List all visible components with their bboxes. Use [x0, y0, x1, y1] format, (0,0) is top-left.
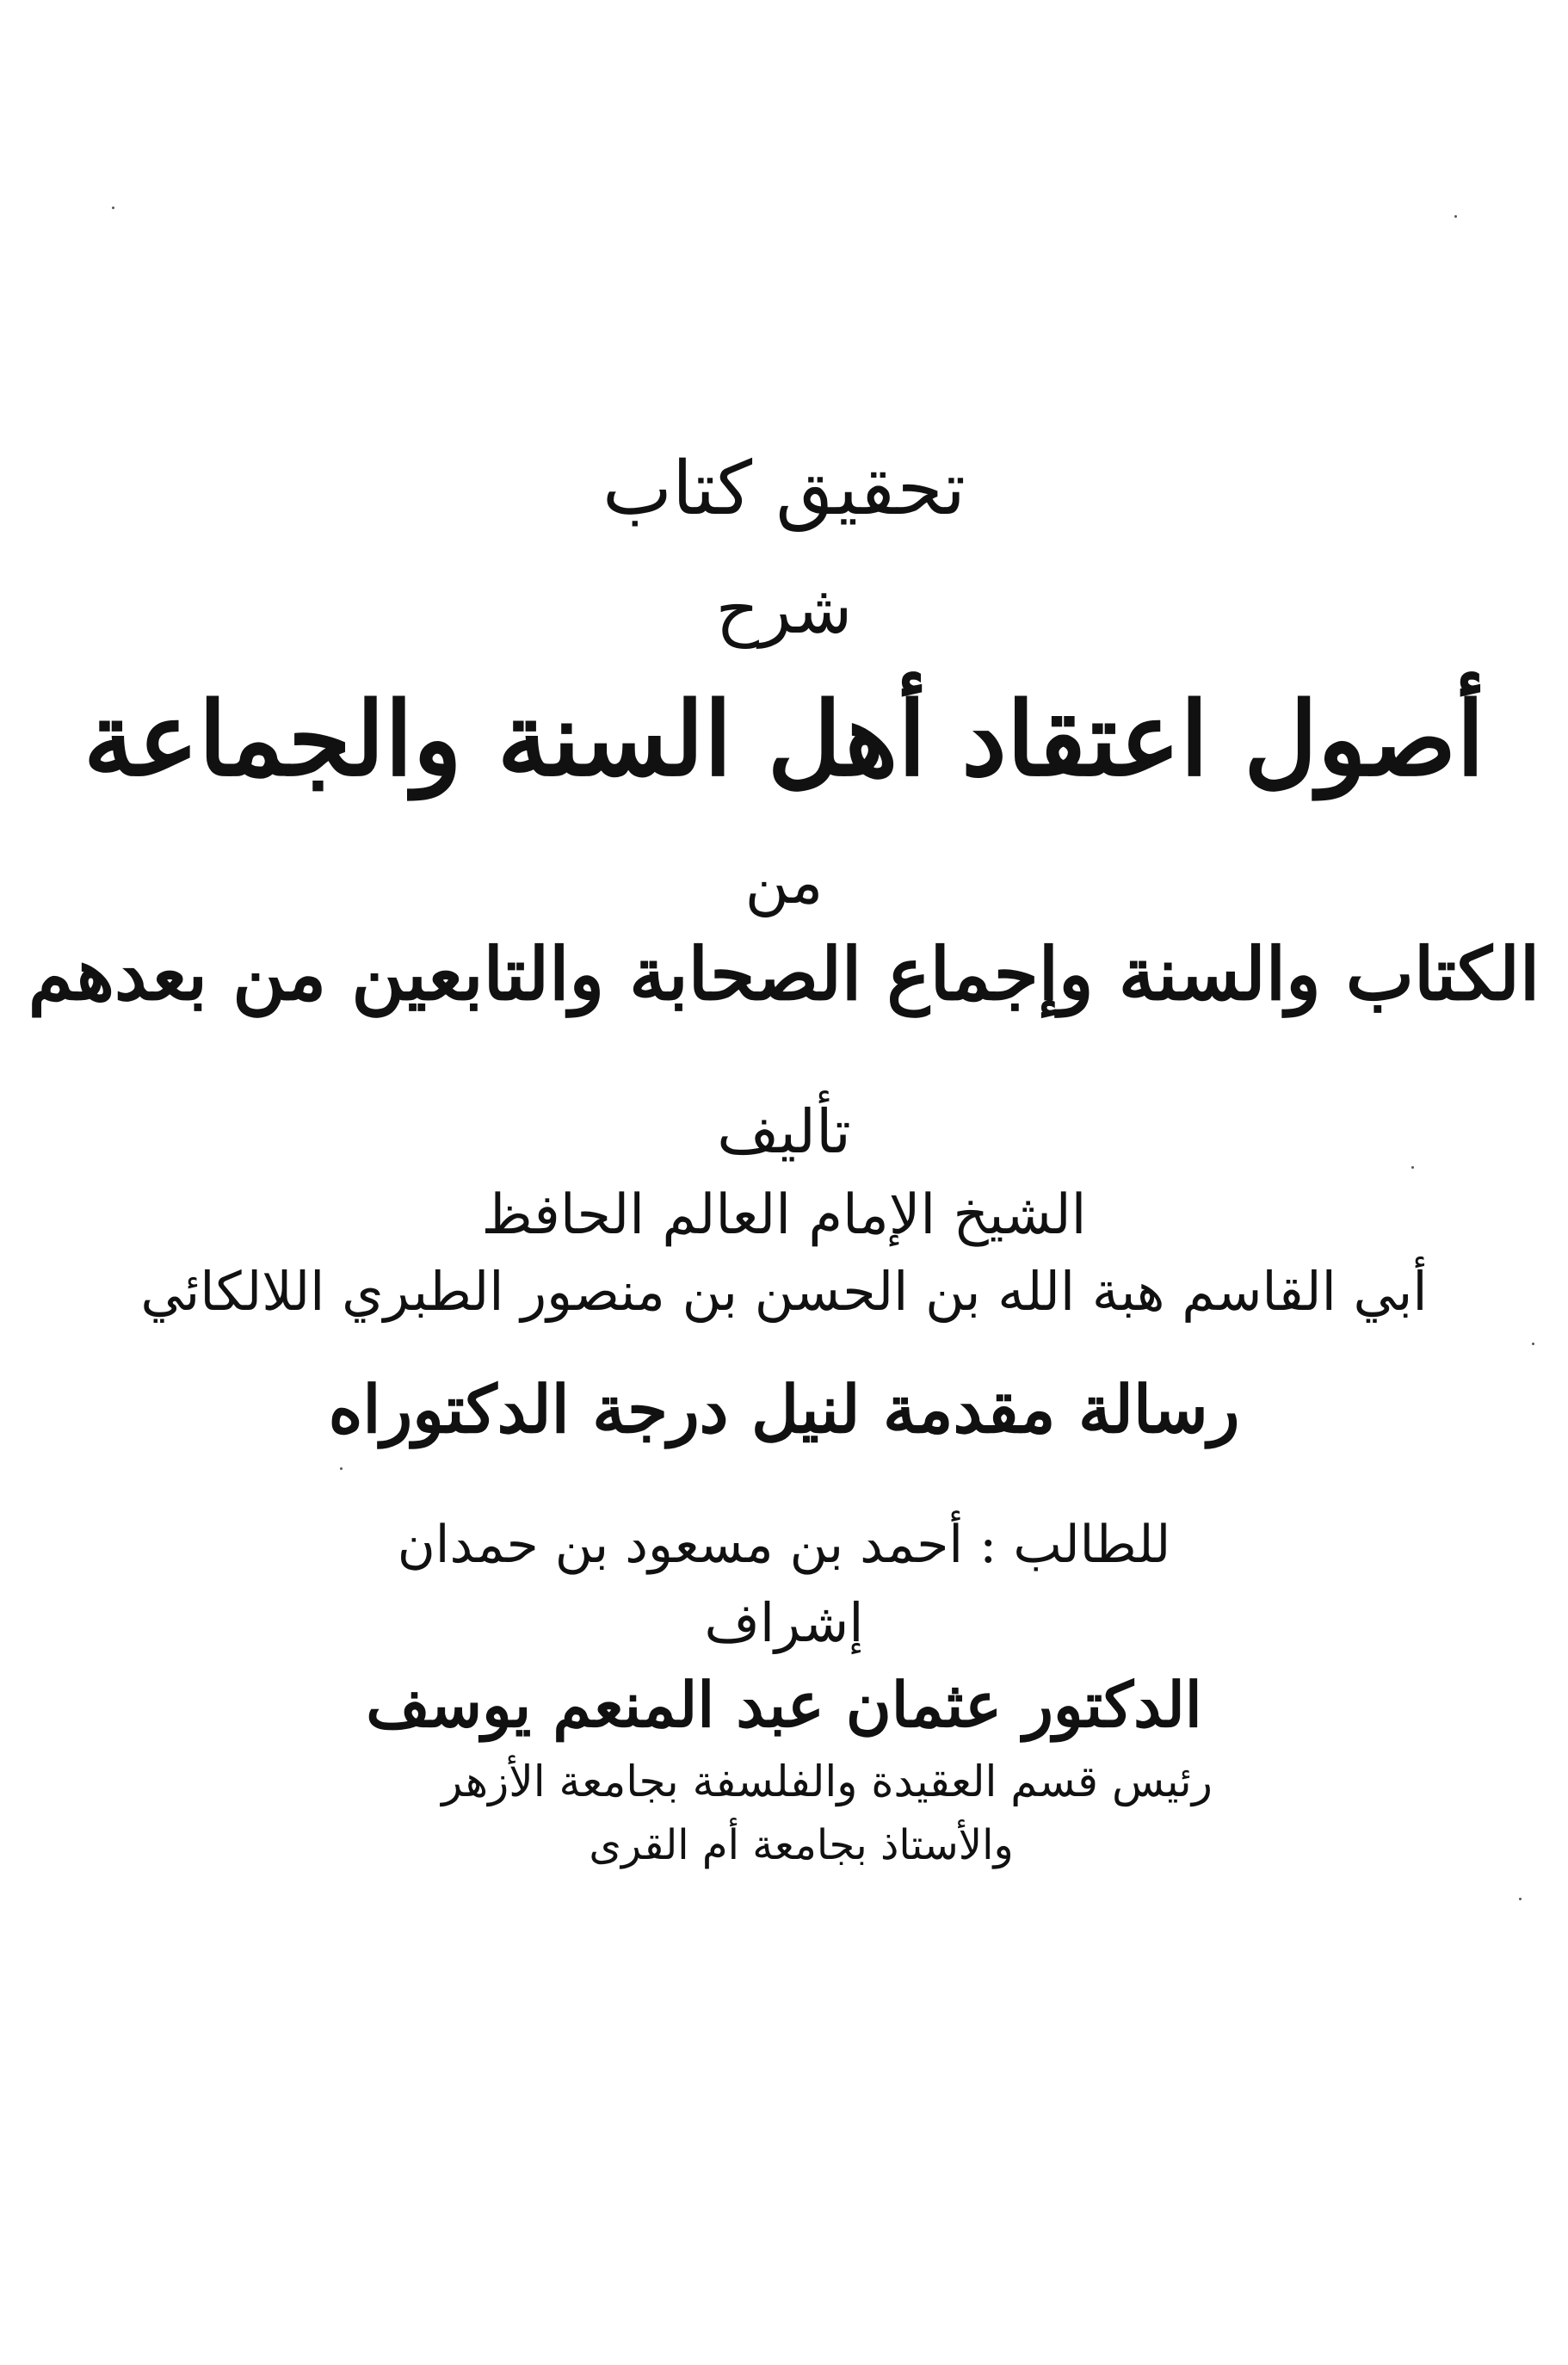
supervisor-name: الدكتور عثمان عبد المنعم يوسف — [366, 1668, 1202, 1741]
student-line: للطالب : أحمد بن مسعود بن حمدان — [397, 1515, 1171, 1575]
from-word: من — [744, 847, 824, 917]
supervisor-role-1: رئيس قسم العقيدة والفلسفة بجامعة الأزهر — [441, 1757, 1213, 1806]
subtitle: الكتاب والسنة وإجماع الصحابة والتابعين من بعدهم — [28, 931, 1540, 1016]
author-titles: الشيخ الإمام العالم الحافظ — [481, 1183, 1087, 1247]
scan-speck — [112, 207, 114, 209]
supervision-label: إشراف — [704, 1591, 864, 1654]
title-line-sharh: شرح — [715, 571, 853, 649]
scan-speck — [340, 1467, 343, 1470]
scan-speck — [1454, 215, 1457, 218]
supervisor-role-2: والأستاذ بجامعة أم القرى — [589, 1821, 1014, 1869]
title-line-tahqiq-kitab: تحقيق كتاب — [602, 446, 966, 532]
main-title: أصول اعتقاد أهل السنة والجماعة — [83, 679, 1485, 799]
scan-speck — [1411, 1166, 1414, 1169]
thesis-note: رسالة مقدمة لنيل درجة الدكتوراه — [328, 1371, 1240, 1448]
scan-speck — [1519, 1898, 1522, 1900]
author-name: أبي القاسم هبة الله بن الحسن بن منصور الطبري اللالكائي — [140, 1260, 1428, 1323]
scan-speck — [1532, 1343, 1534, 1345]
authorship-label: تأليف — [717, 1096, 851, 1167]
